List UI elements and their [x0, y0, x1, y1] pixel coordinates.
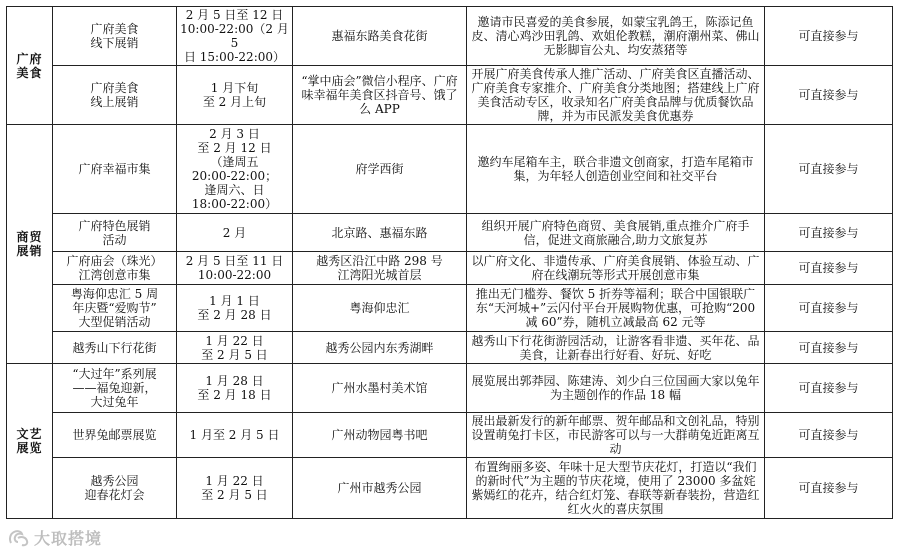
activity-cell: 广府美食 线下展销 — [53, 7, 177, 66]
description-cell: 以广府文化、非遗传承、广府美食展销、体验互动、广府在线潮玩等形式开展创意市集 — [467, 252, 765, 285]
category-label: 展销 — [16, 244, 43, 258]
location-cell: 府学西街 — [293, 125, 467, 214]
time-cell: 2 月 — [177, 214, 293, 252]
time-cell: 2 月 5 日至 12 日 10:00-22:00（2 月 5 日 15:00-22:00） — [177, 7, 293, 66]
time-cell: 1 月 1 日 至 2 月 28 日 — [177, 285, 293, 332]
category-cell — [7, 125, 53, 364]
time-cell: 1 月 28 日 至 2 月 18 日 — [177, 364, 293, 413]
participation-cell: 可直接参与 — [765, 364, 893, 413]
table-row — [7, 66, 893, 125]
table-row — [7, 332, 893, 364]
description-cell: 展览展出郭莽园、陈建涛、刘少白三位国画大家以兔年为主题创作的作品 18 幅 — [467, 364, 765, 413]
activity-cell: 广府庙会（珠光） 江湾创意市集 — [53, 252, 177, 285]
category-cell — [7, 7, 53, 125]
table-row — [7, 125, 893, 214]
activity-cell: 粤海仰忠汇 5 周 年庆暨“爱购节” 大型促销活动 — [53, 285, 177, 332]
location-cell: 广州市越秀公园 — [293, 458, 467, 519]
table-row — [7, 252, 893, 285]
location-cell: 广州水墨村美术馆 — [293, 364, 467, 413]
time-cell: 1 月下旬 至 2 月上旬 — [177, 66, 293, 125]
participation-cell: 可直接参与 — [765, 214, 893, 252]
time-cell: 2 月 5 日至 11 日 10:00-22:00 — [177, 252, 293, 285]
category-label: 展览 — [16, 441, 43, 455]
location-cell: “掌中庙会”微信小程序、广府味幸福年美食区抖音号、饿了么 APP — [293, 66, 467, 125]
participation-cell: 可直接参与 — [765, 252, 893, 285]
description-cell: 开展广府美食传承人推广活动、广府美食区直播活动、广府美食专家推介、广府美食分类地图；搭建线上广府美食活动专区，收录知名广府美食品牌与优质餐饮品牌，并为市民派发美食优惠券 — [467, 66, 765, 125]
category-label: 商贸 — [16, 230, 43, 244]
participation-cell: 可直接参与 — [765, 458, 893, 519]
location-cell: 北京路、惠福东路 — [293, 214, 467, 252]
location-cell: 广州动物园粤书吧 — [293, 413, 467, 458]
table-row — [7, 364, 893, 413]
watermark-logo-icon — [8, 529, 30, 547]
description-cell: 邀请市民喜爱的美食参展，如蒙宝乳鸽王，陈添记鱼皮、清心鸡沙田乳鸽、欢姐伦教糕，潮府潮州菜、佛山无影脚盲公丸、均安蒸猪等 — [467, 7, 765, 66]
table-row — [7, 413, 893, 458]
participation-cell: 可直接参与 — [765, 66, 893, 125]
watermark — [8, 526, 102, 549]
description-cell: 邀约车尾箱车主，联合非遗文创商家，打造车尾箱市集，为年轻人创造创业空间和社交平台 — [467, 125, 765, 214]
activity-cell: 越秀公园 迎春花灯会 — [53, 458, 177, 519]
description-cell: 组织开展广府特色商贸、美食展销,重点推介广府手信，促进文商旅融合,助力文旅复苏 — [467, 214, 765, 252]
time-cell: 1 月 22 日 至 2 月 5 日 — [177, 332, 293, 364]
table-row — [7, 214, 893, 252]
participation-cell: 可直接参与 — [765, 7, 893, 66]
description-cell: 越秀山下行花街游园活动，让游客看非遗、买年花、品美食，让新春出行好看、好玩、好吃 — [467, 332, 765, 364]
participation-cell: 可直接参与 — [765, 413, 893, 458]
location-cell: 惠福东路美食花街 — [293, 7, 467, 66]
time-cell: 2 月 3 日 至 2 月 12 日 （逢周五 20:00-22:00； 逢周六、日 18:00-22:00） — [177, 125, 293, 214]
table-row — [7, 285, 893, 332]
location-cell: 粤海仰忠汇 — [293, 285, 467, 332]
category-label: 美食 — [16, 65, 43, 80]
activity-cell: 越秀山下行花街 — [53, 332, 177, 364]
description-cell: 展出最新发行的新年邮票、贺年邮品和文创礼品，特别设置萌兔打卡区，市民游客可以与一大群萌兔近距离互动 — [467, 413, 765, 458]
activity-cell: 世界兔邮票展览 — [53, 413, 177, 458]
table-row — [7, 7, 893, 66]
events-table-body — [7, 7, 893, 519]
participation-cell: 可直接参与 — [765, 285, 893, 332]
description-cell: 推出无门槛券、餐饮 5 折券等福利；联合中国银联广东“天河城+”云闪付平台开展购物优惠，可抢购“200 减 60”券，随机立减最高 62 元等 — [467, 285, 765, 332]
events-table — [6, 6, 893, 519]
activity-cell: 广府特色展销 活动 — [53, 214, 177, 252]
participation-cell: 可直接参与 — [765, 125, 893, 214]
time-cell: 1 月至 2 月 5 日 — [177, 413, 293, 458]
category-label: 文艺 — [16, 427, 43, 441]
location-cell: 越秀区沿江中路 298 号 江湾阳光城首层 — [293, 252, 467, 285]
time-cell: 1 月 22 日 至 2 月 5 日 — [177, 458, 293, 519]
participation-cell: 可直接参与 — [765, 332, 893, 364]
location-cell: 越秀公园内东秀湖畔 — [293, 332, 467, 364]
table-row — [7, 458, 893, 519]
watermark-text: 大取搭境 — [34, 529, 103, 548]
category-cell — [7, 364, 53, 519]
activity-cell: 广府幸福市集 — [53, 125, 177, 214]
description-cell: 布置绚丽多姿、年味十足大型节庆花灯，打造以“我们的新时代”为主题的节庆花境，使用了 23000 多盆姹紫嫣红的花卉，结合红灯笼、春联等新春装扮，营造红红火火的喜庆氛围 — [467, 458, 765, 519]
category-label: 广府 — [16, 51, 43, 66]
activity-cell: “大过年”系列展 ——福兔迎新， 大过兔年 — [53, 364, 177, 413]
activity-cell: 广府美食 线上展销 — [53, 66, 177, 125]
